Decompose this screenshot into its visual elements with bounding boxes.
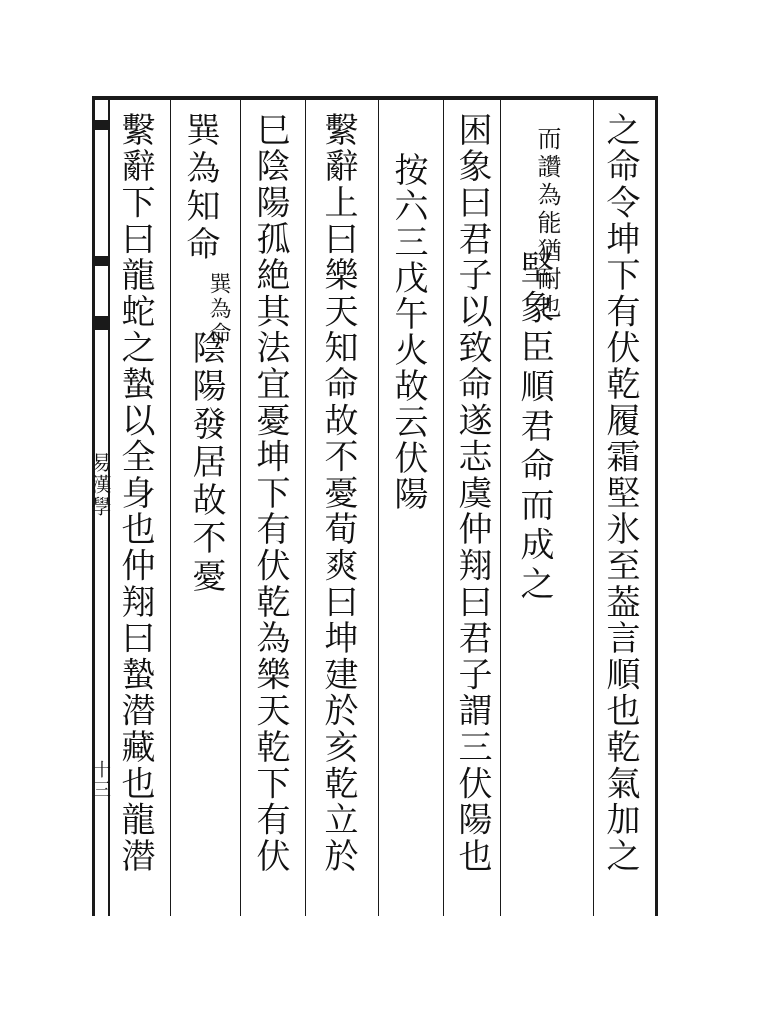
- fish-tail-mark: [95, 120, 108, 130]
- column-divider: [378, 100, 379, 916]
- column-divider: [500, 100, 501, 916]
- text-column: 巽為知命: [180, 112, 220, 264]
- column-divider: [170, 100, 171, 916]
- fish-tail-mark-3: [95, 316, 108, 330]
- text-column: 之命令坤下有伏乾履霜堅氷至葢言順也乾氣加之: [600, 112, 640, 875]
- right-border: [655, 96, 658, 916]
- annotation-note: 而讚為能猶耐也: [533, 126, 561, 322]
- text-column: 繫辭下曰龍蛇之蟄以全身也仲翔曰蟄潜藏也龍潜: [115, 112, 155, 875]
- column-divider: [593, 100, 594, 916]
- top-border: [92, 96, 658, 100]
- text-column: 堅象臣順君命而成之: [514, 250, 554, 606]
- column-divider: [240, 100, 241, 916]
- book-title: 易漢學: [88, 452, 112, 518]
- annotation-note: 巽為命: [206, 272, 231, 347]
- column-divider: [443, 100, 444, 916]
- column-divider: [305, 100, 306, 916]
- text-column: 按六三戊午火故云伏陽: [388, 152, 428, 512]
- text-column: 繫辭上曰樂天知命故不憂荀爽曰坤建於亥乾立於: [318, 112, 358, 875]
- text-column: 陰陽發居故不憂: [186, 330, 226, 596]
- page-number: 十三: [90, 760, 111, 800]
- text-column: 困象曰君子以致命遂志虞仲翔曰君子謂三伏陽也: [452, 112, 492, 875]
- fish-tail-mark-2: [95, 256, 108, 266]
- text-column: 巳陰陽孤絶其法宜憂坤下有伏乾為樂天乾下有伏: [250, 112, 290, 875]
